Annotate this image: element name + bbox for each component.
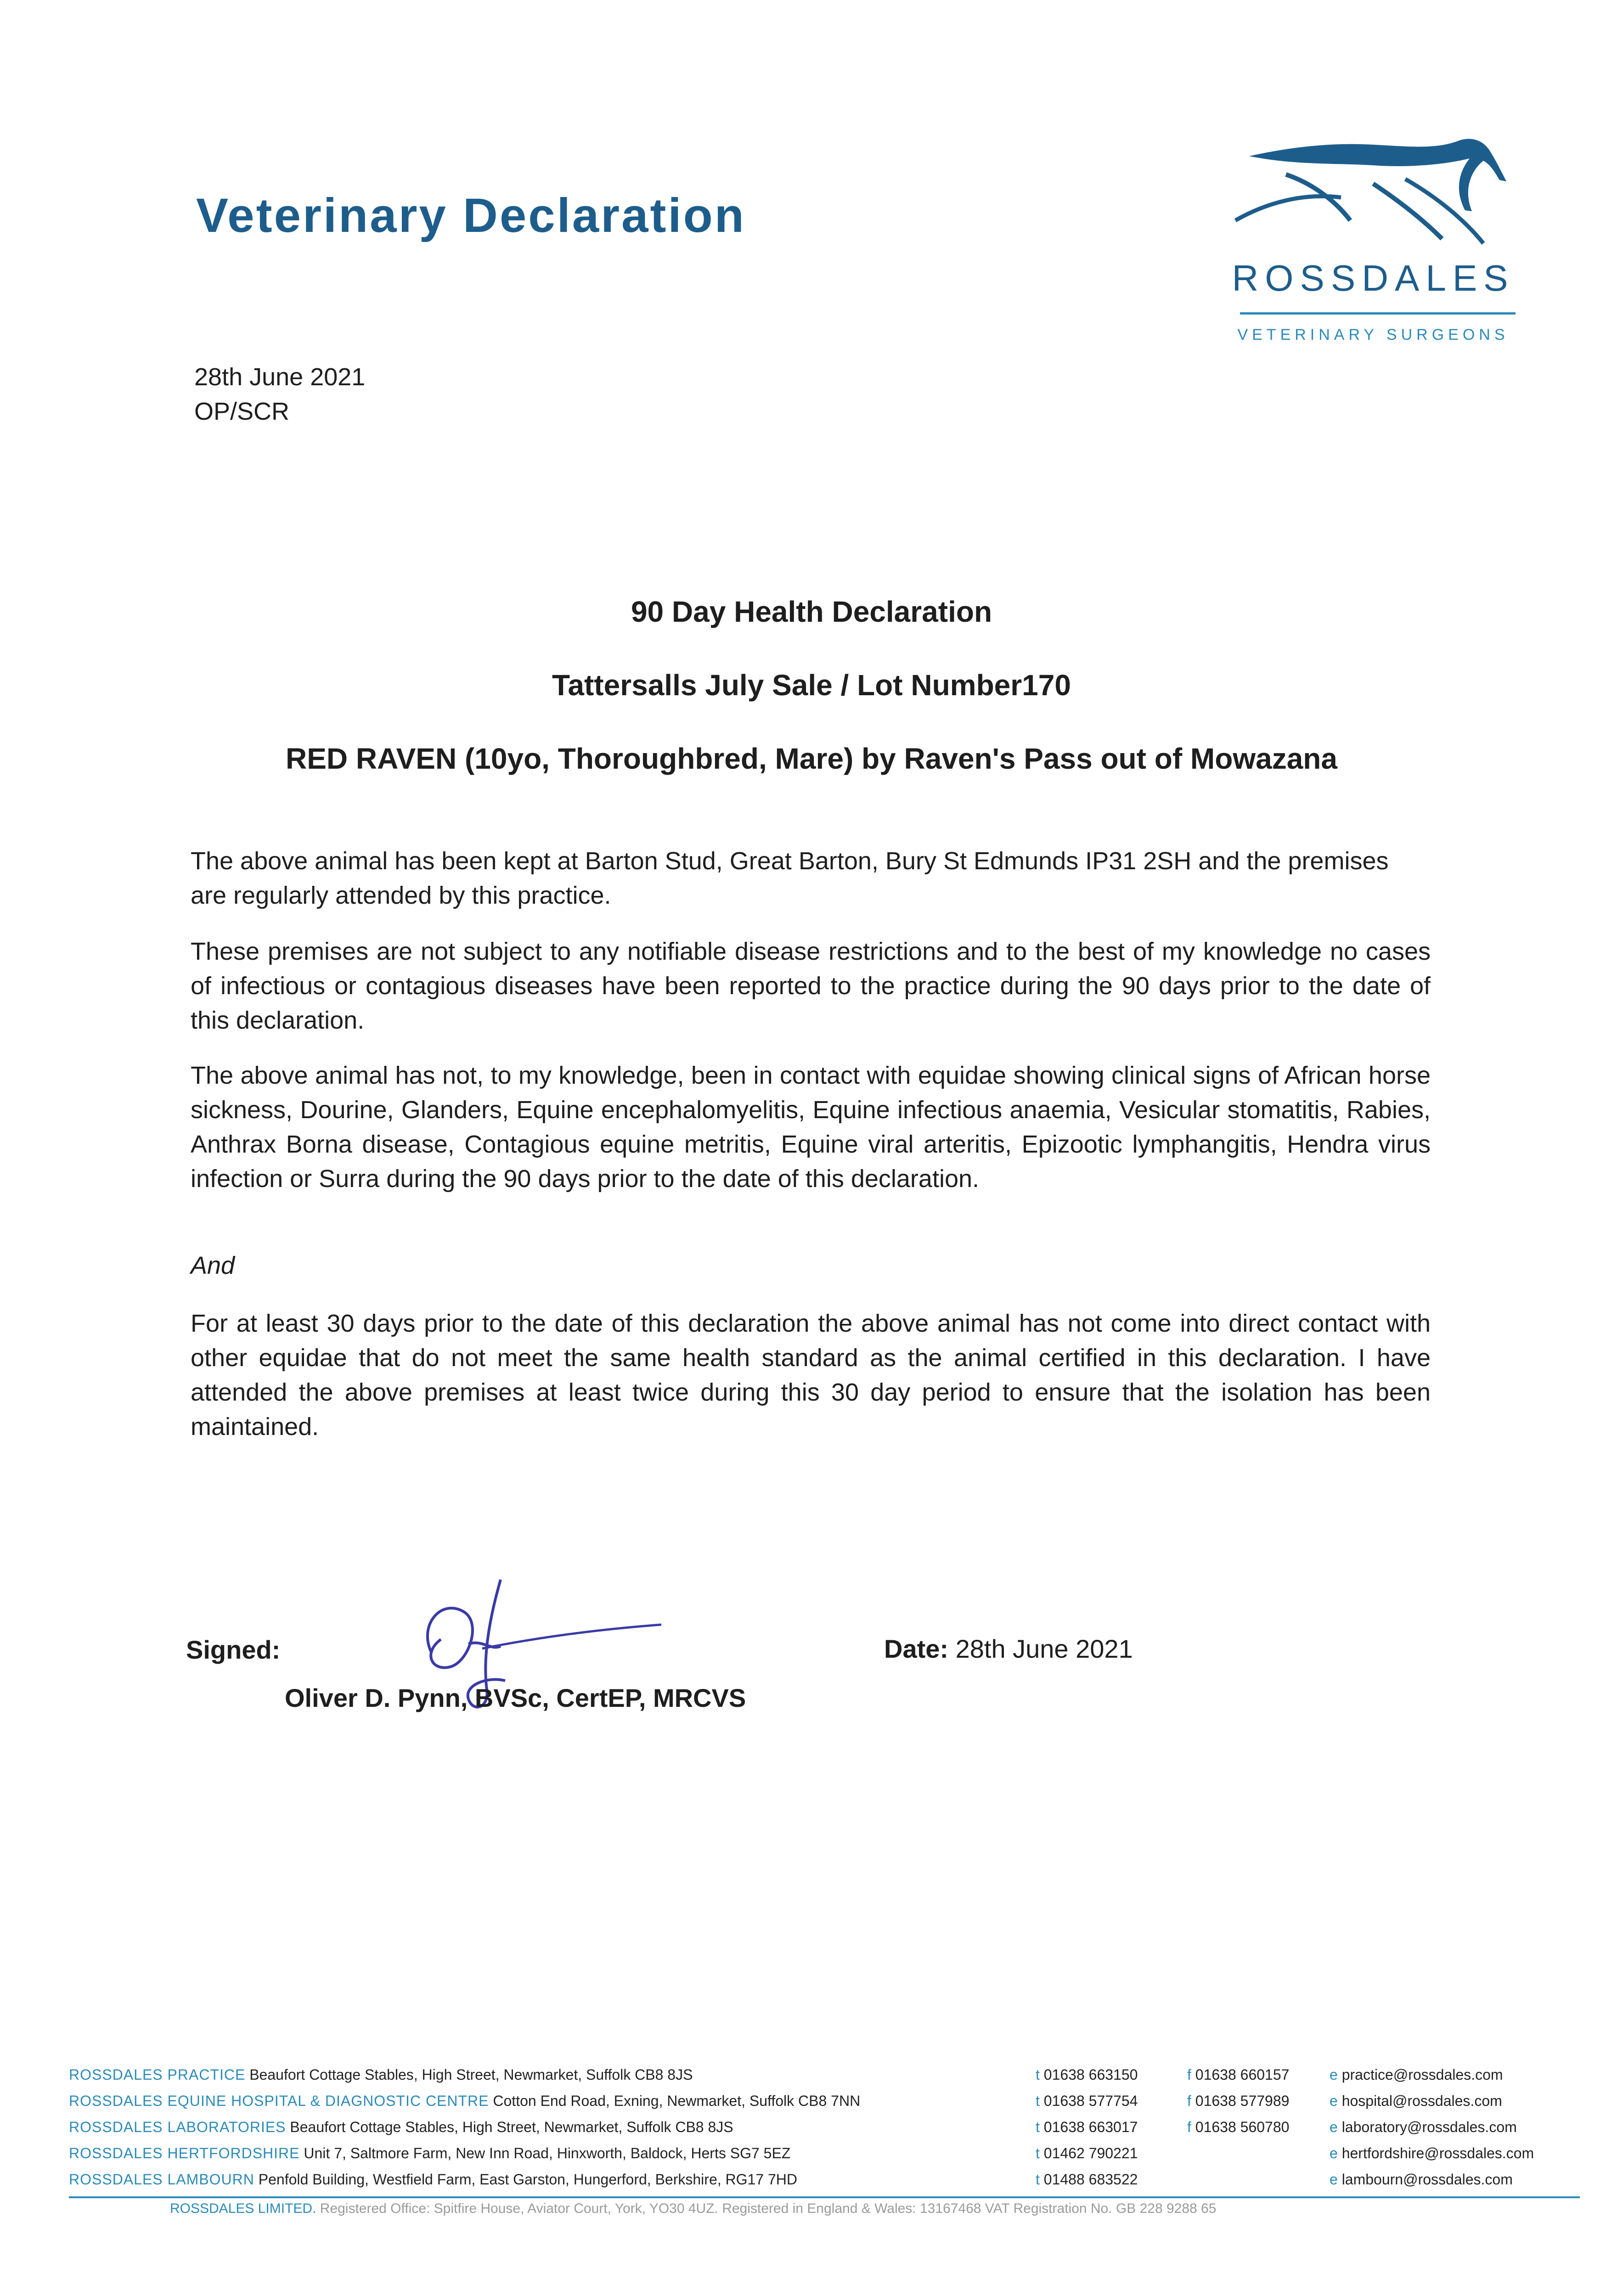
- contact-value: 01638 577754: [1043, 2093, 1138, 2109]
- office-telephone: [1036, 2171, 1138, 2188]
- date-label: Date:: [884, 1634, 949, 1663]
- contact-prefix: t: [1036, 2066, 1040, 2083]
- contact-prefix: e: [1330, 2145, 1338, 2161]
- office-address: Penfold Building, Westfield Farm, East Garston, Hungerford, Berkshire, RG17 7HD: [258, 2171, 798, 2188]
- footer-office-row: [69, 2119, 733, 2136]
- footer-office-row: [69, 2093, 860, 2110]
- contact-prefix: e: [1330, 2119, 1338, 2135]
- office-address: Beaufort Cottage Stables, High Street, Newmarket, Suffolk CB8 8JS: [290, 2119, 733, 2135]
- sale-lot-heading: Tattersalls July Sale / Lot Number170: [552, 669, 1071, 702]
- contact-prefix: f: [1187, 2093, 1191, 2109]
- paragraph-restrictions: These premises are not subject to any notifiable disease restrictions and to the best of my knowledge no cases of infectious or contagious diseases have been reported to the practice during the 90 days prior to the date of this declaration.: [191, 938, 1431, 1034]
- paragraph-isolation: For at least 30 days prior to the date of this declaration the above animal has not come into direct contact with other equidae that do not meet the same health standard as the animal certified in this declaration. I have attended the above premises at least twice during this 30 day period to ensure that the isolation has been maintained.: [191, 1310, 1431, 1441]
- signed-label: Signed:: [186, 1635, 281, 1664]
- footer-registration: [170, 2201, 1216, 2217]
- paragraph-premises: The above animal has been kept at Barton Stud, Great Barton, Bury St Edmunds IP31 2SH and the premises are regularly attended by this practice.: [191, 847, 1389, 909]
- registered-company-name: ROSSDALES LIMITED.: [170, 2201, 316, 2216]
- contact-value: laboratory@rossdales.com: [1341, 2119, 1517, 2135]
- office-email: [1330, 2145, 1534, 2162]
- contact-prefix: t: [1036, 2119, 1040, 2135]
- registered-office-text: Registered Office: Spitfire House, Aviator Court, York, YO30 4UZ. Registered in England & Wales: 13167468 VAT Registration No. GB 228 9288 65: [320, 2201, 1217, 2216]
- office-telephone: [1036, 2066, 1138, 2083]
- office-fax: [1187, 2119, 1289, 2136]
- contact-prefix: e: [1330, 2066, 1338, 2083]
- office-email: [1330, 2119, 1517, 2136]
- footer-office-row: [69, 2145, 790, 2162]
- brand-divider: [1240, 312, 1516, 315]
- office-fax: [1187, 2066, 1289, 2083]
- office-email: [1330, 2066, 1503, 2083]
- paragraph-contact: The above animal has not, to my knowledge, been in contact with equidae showing clinical signs of African horse sickness, Dourine, Glanders, Equine encephalomyelitis, Equine infectious anaemia, Vesicular stomatitis, Rabies, Anthrax Borna disease, Contagious equine metritis, Equine viral arteritis, Epizootic lymphangitis, Hendra virus infection or Surra during the 90 days prior to the date of this declaration.: [191, 1062, 1431, 1193]
- contact-prefix: f: [1187, 2066, 1191, 2083]
- brand-tagline: VETERINARY SURGEONS: [1237, 326, 1509, 343]
- contact-value: lambourn@rossdales.com: [1341, 2171, 1513, 2188]
- office-telephone: [1036, 2093, 1138, 2110]
- footer-divider: [69, 2196, 1580, 2198]
- signature-date: [884, 1634, 1133, 1664]
- office-name: ROSSDALES HERTFORDSHIRE: [69, 2145, 300, 2161]
- contact-value: practice@rossdales.com: [1341, 2066, 1503, 2083]
- office-name: ROSSDALES EQUINE HOSPITAL & DIAGNOSTIC CENTRE: [69, 2093, 489, 2109]
- office-name: ROSSDALES LAMBOURN: [69, 2171, 254, 2188]
- contact-prefix: t: [1036, 2171, 1040, 2188]
- horse-logo-icon: [1222, 129, 1525, 358]
- document-title: Veterinary Declaration: [196, 189, 746, 242]
- signatory-name: Oliver D. Pynn, BVSc, CertEP, MRCVS: [285, 1683, 746, 1712]
- contact-value: hospital@rossdales.com: [1341, 2093, 1502, 2109]
- contact-value: 01638 660157: [1195, 2066, 1290, 2083]
- letter-reference: OP/SCR: [194, 398, 290, 425]
- contact-value: 01638 663017: [1043, 2119, 1138, 2135]
- office-email: [1330, 2171, 1513, 2188]
- contact-value: 01638 560780: [1195, 2119, 1290, 2135]
- conjunction-and: And: [191, 1252, 235, 1279]
- office-name: ROSSDALES LABORATORIES: [69, 2119, 286, 2135]
- contact-value: 01462 790221: [1043, 2145, 1138, 2161]
- date-value: 28th June 2021: [955, 1634, 1133, 1663]
- letter-date: 28th June 2021: [194, 363, 366, 391]
- office-address: Unit 7, Saltmore Farm, New Inn Road, Hinxworth, Baldock, Herts SG7 5EZ: [304, 2145, 791, 2161]
- contact-value: 01488 683522: [1043, 2171, 1138, 2188]
- horse-heading: RED RAVEN (10yo, Thoroughbred, Mare) by Raven's Pass out of Mowazana: [286, 742, 1337, 775]
- contact-value: hertfordshire@rossdales.com: [1341, 2145, 1534, 2161]
- contact-prefix: f: [1187, 2119, 1191, 2135]
- office-fax: [1187, 2093, 1289, 2110]
- contact-prefix: e: [1330, 2093, 1338, 2109]
- contact-prefix: t: [1036, 2093, 1040, 2109]
- contact-prefix: e: [1330, 2171, 1338, 2188]
- declaration-heading: 90 Day Health Declaration: [631, 595, 992, 628]
- office-email: [1330, 2093, 1502, 2110]
- office-telephone: [1036, 2145, 1138, 2162]
- office-name: ROSSDALES PRACTICE: [69, 2066, 246, 2083]
- contact-value: 01638 577989: [1195, 2093, 1290, 2109]
- office-address: Beaufort Cottage Stables, High Street, Newmarket, Suffolk CB8 8JS: [249, 2066, 693, 2083]
- office-address: Cotton End Road, Exning, Newmarket, Suffolk CB8 7NN: [493, 2093, 861, 2109]
- office-telephone: [1036, 2119, 1138, 2136]
- footer-office-row: [69, 2066, 693, 2083]
- contact-value: 01638 663150: [1043, 2066, 1138, 2083]
- brand-name: ROSSDALES: [1232, 258, 1515, 298]
- footer-office-row: [69, 2171, 797, 2188]
- contact-prefix: t: [1036, 2145, 1040, 2161]
